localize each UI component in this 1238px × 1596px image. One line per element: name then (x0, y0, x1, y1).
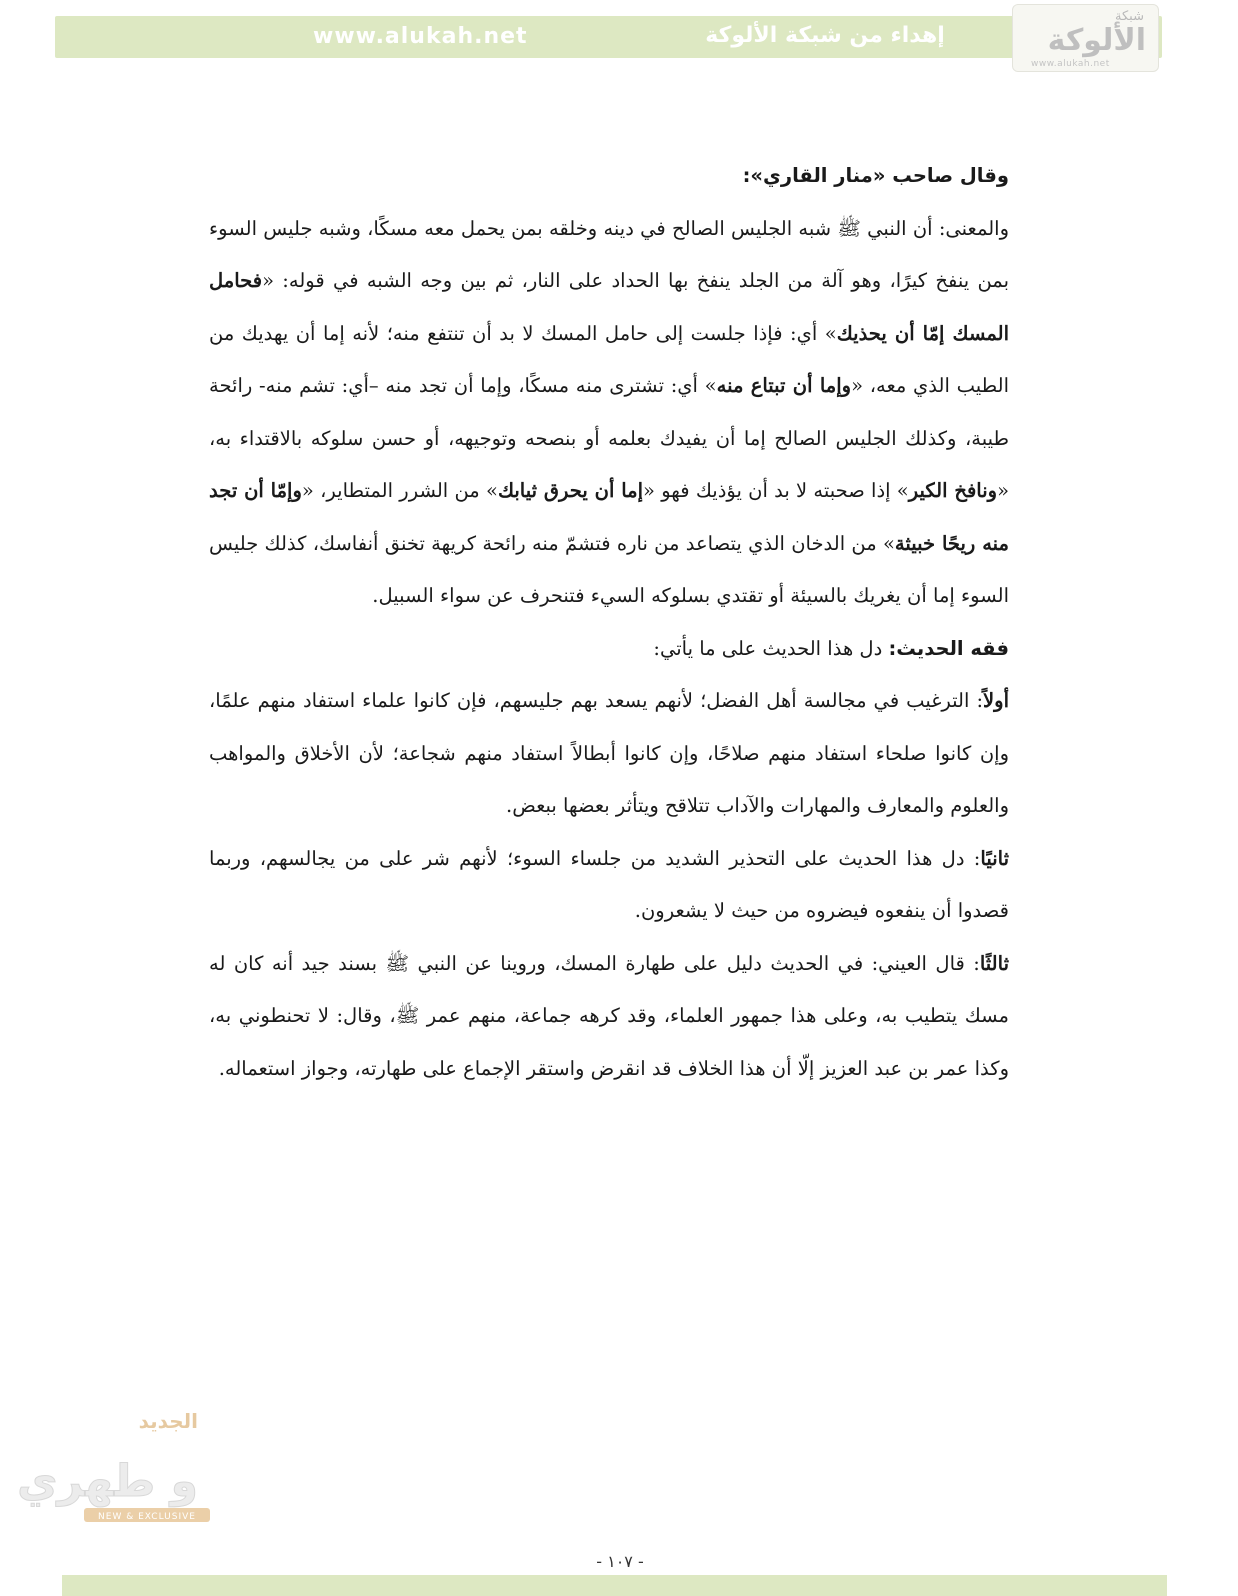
hadith-phrase-3: ونافخ الكير (908, 479, 998, 502)
meaning-text-6: » من الدخان الذي يتصاعد من ناره فتشمّ منه رائحة كريهة تخنق أنفاسك، كذلك جليس السوء إما أن يغريك بالسيئة أو تقتدي بسلوكه السيء فتنحرف عن سواء السبيل. (209, 531, 1009, 607)
paragraph-third (209, 938, 1009, 1096)
logo-top-word: شبكة (1115, 9, 1144, 24)
paragraph-second (209, 833, 1009, 938)
fiqh-label: فقه الحديث: (888, 636, 1009, 660)
alukah-logo (1012, 4, 1159, 72)
second-text: : دل هذا الحديث على التحذير الشديد من جلساء السوء؛ لأنهم شر على من يجالسهم، وربما قصدوا أن ينفعوه فيضروه من حيث لا يشعرون. (209, 846, 1009, 922)
first-text: : الترغيب في مجالسة أهل الفضل؛ لأنهم يسعد بهم جليسهم، فإن كانوا علماء استفاد منهم علمًا، وإن كانوا صلحاء استفاد منهم صلاحًا، وإن كانوا أبطالاً استفاد منهم شجاعة؛ لأن الأخلاق والمواهب والعلوم والمعارف والمهارات والآداب تتلاقح ويتأثر بعضها ببعض. (209, 689, 1009, 817)
new-exclusive-watermark-icon (17, 1400, 215, 1530)
meaning-text-4: » إذا صحبته لا بد أن يؤذيك فهو « (643, 479, 909, 502)
page-body (209, 150, 1009, 1095)
second-label: ثانيًا (980, 846, 1009, 870)
header-band (55, 16, 1162, 58)
third-text: : قال العيني: في الحديث دليل على طهارة المسك، وروينا عن النبي ﷺ بسند جيد أنه كان له مسك يتطيب به، وعلى هذا جمهور العلماء، وقد كرهه جماعة، منهم عمر ﷺ، وقال: لا تحنطوني به، وكذا عمر بن عبد العزيز إلّا أن هذا الخلاف قد انقرض واستقر الإجماع على طهارته، وجواز استعماله. (209, 951, 1009, 1080)
meaning-text-1: والمعنى: أن النبي ﷺ شبه الجليس الصالح في دينه وخلقه بمن يحمل معه مسكًا، وشبه جليس السوء بمن ينفخ كيرًا، وهو آلة من الجلد ينفخ بها الحداد على النار، ثم بين وجه الشبه في قوله: « (209, 216, 1009, 292)
header-gift-text: إهداء من شبكة الألوكة (705, 23, 945, 48)
logo-main-word: الألوكة (1047, 23, 1146, 58)
watermark-main-word: و طهري (17, 1456, 198, 1507)
footer-band (62, 1575, 1167, 1596)
hadith-phrase-5: وإمّا أن تجد منه ريحًا خبيثة (209, 479, 1009, 555)
paragraph-meaning (209, 203, 1009, 623)
hadith-phrase-2: وإما أن تبتاع منه (716, 374, 852, 397)
watermark-top-word: الجديد (138, 1409, 198, 1433)
section-title: وقال صاحب «منار القاري»: (742, 164, 1009, 187)
third-label: ثالثًا (979, 951, 1009, 975)
hadith-phrase-1: فحامل المسك إمّا أن يحذيك (209, 269, 1009, 345)
logo-url: www.alukah.net (1031, 59, 1110, 69)
paragraph-fiqh (209, 623, 1009, 676)
meaning-text-2: » أي: فإذا جلست إلى حامل المسك لا بد أن تنتفع منه؛ لأنه إما أن يهديك من الطيب الذي معه، « (209, 321, 1009, 397)
page-number: - ١٠٧ - (596, 1552, 644, 1571)
header-url[interactable]: www.alukah.net (313, 24, 528, 49)
fiqh-text: دل هذا الحديث على ما يأتي: (653, 636, 889, 660)
watermark-tagline: NEW & EXCLUSIVE (98, 1512, 196, 1522)
paragraph-first (209, 675, 1009, 833)
hadith-phrase-4: إما أن يحرق ثيابك (497, 479, 644, 502)
meaning-text-3: » أي: تشترى منه مسكًا، وإما أن تجد منه –أي: تشم منه- رائحة طيبة، وكذلك الجليس الصالح إما أن يفيدك بعلمه أو بنصحه وتوجيهه، أو حسن سلوكه بالاقتداء به، « (209, 374, 1010, 502)
meaning-text-5: » من الشرر المتطاير، « (301, 479, 498, 502)
first-label: أولاً (983, 689, 1009, 712)
